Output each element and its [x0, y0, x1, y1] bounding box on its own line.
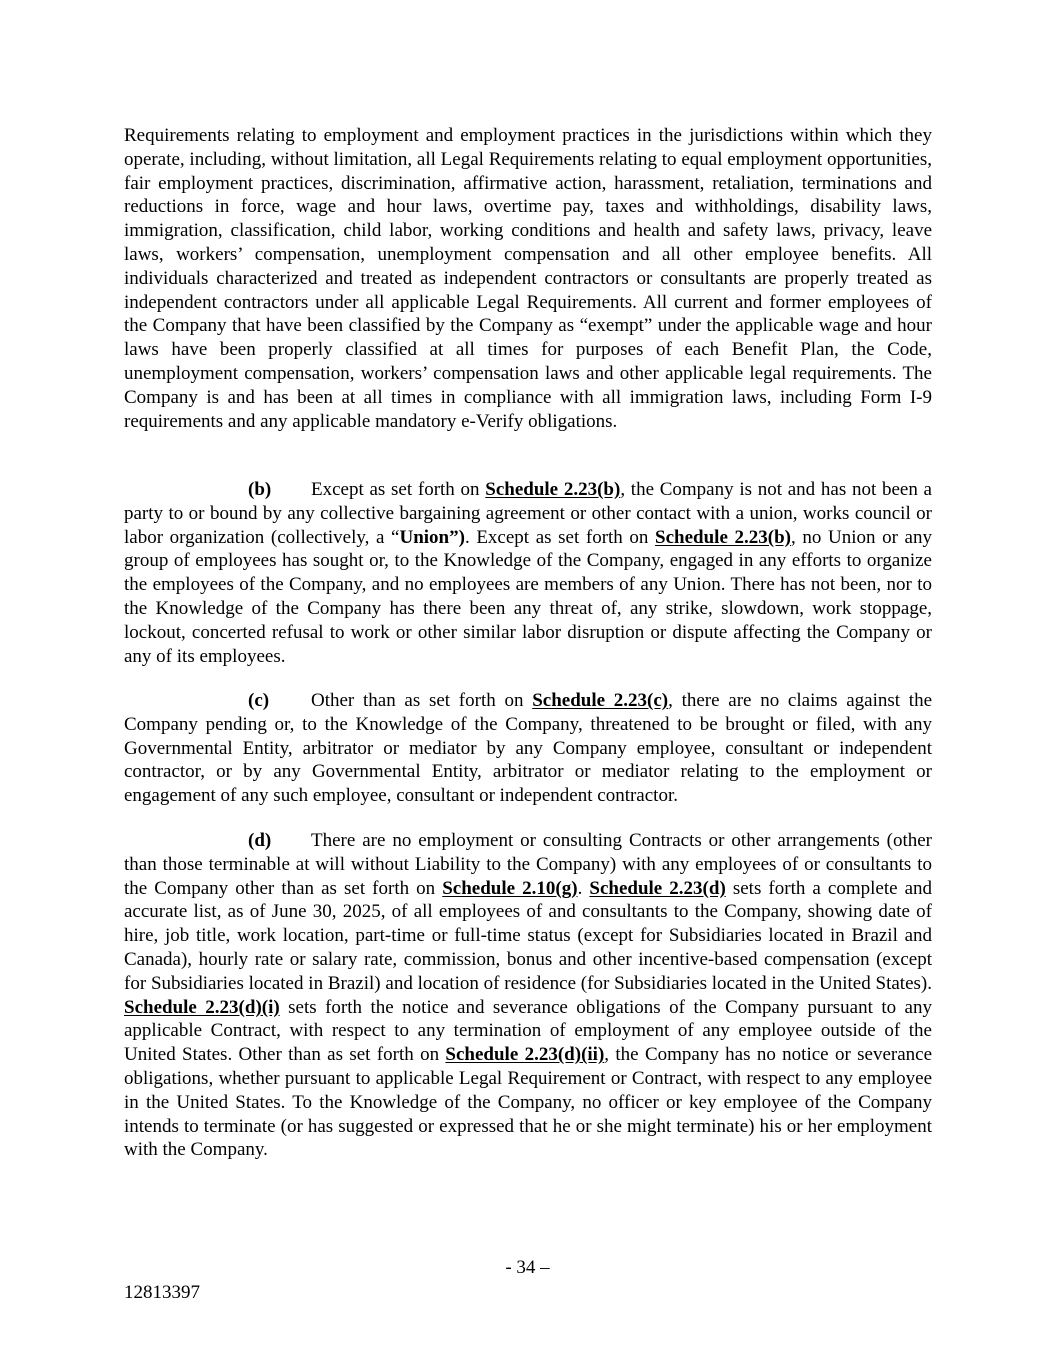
paragraph-a-continued [124, 124, 932, 433]
paragraph-d-text-3: sets forth a complete and accurate list, as of June 30, 2025, of all employees of and consultants to the Company, showing date of hire, job title, work location, part-time or full-time status (except for Subsidiaries located in Brazil and Canada), hourly rate or salary rate, commission, bonus and other incentive-based compensation (except for Subsidiaries located in Brazil) and location of residence (for Subsidiaries located in the United States). [124, 877, 933, 994]
schedule-reference: Schedule 2.23(b) [655, 526, 791, 548]
paragraph-c [124, 689, 932, 808]
schedule-reference: Schedule 2.23(c) [532, 690, 669, 711]
schedule-reference: Schedule 2.23(b) [485, 479, 621, 500]
paragraph-b-text-4: , no Union or any group of employees has sought or, to the Knowledge of the Company, engaged in any efforts to organize the employees of the Company, and no employees are members of any Union. There has not been, nor to the Knowledge of the Company has there been any threat of, any strike, slowdown, work stoppage, lockout, concerted refusal to work or other similar labor disruption or dispute affecting the Company or any of its employees. [124, 526, 932, 667]
document-id: 12813397 [124, 1282, 200, 1303]
paragraph-c-text-2: , there are no claims against the Company pending or, to the Knowledge of the Company, threatened to be brought or filed, with any Governmental Entity, arbitrator or mediator by any Company employee, consultant or independent contractor, or by any Governmental Entity, arbitrator or mediator relating to the employment or engagement of any such employee, consultant or independent contractor. [124, 690, 932, 807]
paragraph-a-text: Requirements relating to employment and employment practices in the jurisdictions within which they operate, including, without limitation, all Legal Requirements relating to equal employment opportunities, fair employment practices, discrimination, affirmative action, harassment, retaliation, terminations and reductions in force, wage and hour laws, overtime pay, taxes and withholdings, disability laws, immigration, classification, child labor, working conditions and health and safety laws, privacy, leave laws, workers’ compensation, unemployment compensation and all other employee benefits. All individuals characterized and treated as independent contractors or consultants are properly treated as independent contractors under all applicable Legal Requirements. All current and former employees of the Company that have been classified by the Company as “exempt” under the applicable wage and hour laws have been properly classified at all times for purposes of each Benefit Plan, the Code, unemployment compensation, workers’ compensation laws and other applicable legal requirements. The Company is and has been at all times in compliance with all immigration laws, including Form I-9 requirements and any applicable mandatory e-Verify obligations. [124, 125, 932, 432]
paragraph-b-text-3: . Except as set forth on [464, 526, 656, 548]
paragraph-b [124, 478, 932, 668]
schedule-reference: Schedule 2.10(g) [442, 877, 578, 899]
paragraph-d-marker: (d) [248, 830, 272, 851]
paragraph-d-text-5: , the Company has no notice or severance obligations, whether pursuant to applicable Legal Requirement or Contract, with respect to any employee in the United States. To the Knowledge of the Company, no officer or key employee of the Company intends to terminate (or has suggested or expressed that he or she might terminate) his or her employment with the Company. [124, 1044, 933, 1161]
paragraph-d [124, 829, 932, 1162]
schedule-reference: Schedule 2.23(d)(i) [124, 996, 280, 1018]
paragraph-b-text-2: , the Company is not and has not been a party to or bound by any collective bargaining agreement or other contact with a union, works council or labor organization (collectively, a “ [124, 479, 932, 548]
schedule-reference: Schedule 2.23(d) [589, 877, 726, 899]
page-number: - 34 – [505, 1257, 550, 1278]
paragraph-c-marker: (c) [248, 690, 270, 711]
paragraph-b-marker: (b) [248, 479, 272, 500]
paragraph-d-text-1: There are no employment or consulting Contracts or other arrangements (other than those terminable at will without Liability to the Company) with any employees of or consultants to the Company other than as set forth on [124, 830, 932, 899]
defined-term: Union”) [399, 526, 465, 548]
paragraph-b-text-1: Except as set forth on [311, 479, 486, 500]
paragraph-c-text-1: Other than as set forth on [311, 690, 533, 711]
schedule-reference: Schedule 2.23(d)(ii) [445, 1044, 605, 1066]
paragraph-d-text-2: . [577, 877, 590, 899]
paragraph-d-text-4: sets forth the notice and severance obligations of the Company pursuant to any applicable Contract, with respect to any termination of employment of any employee outside of the United States. Other than as set forth on [124, 996, 932, 1066]
